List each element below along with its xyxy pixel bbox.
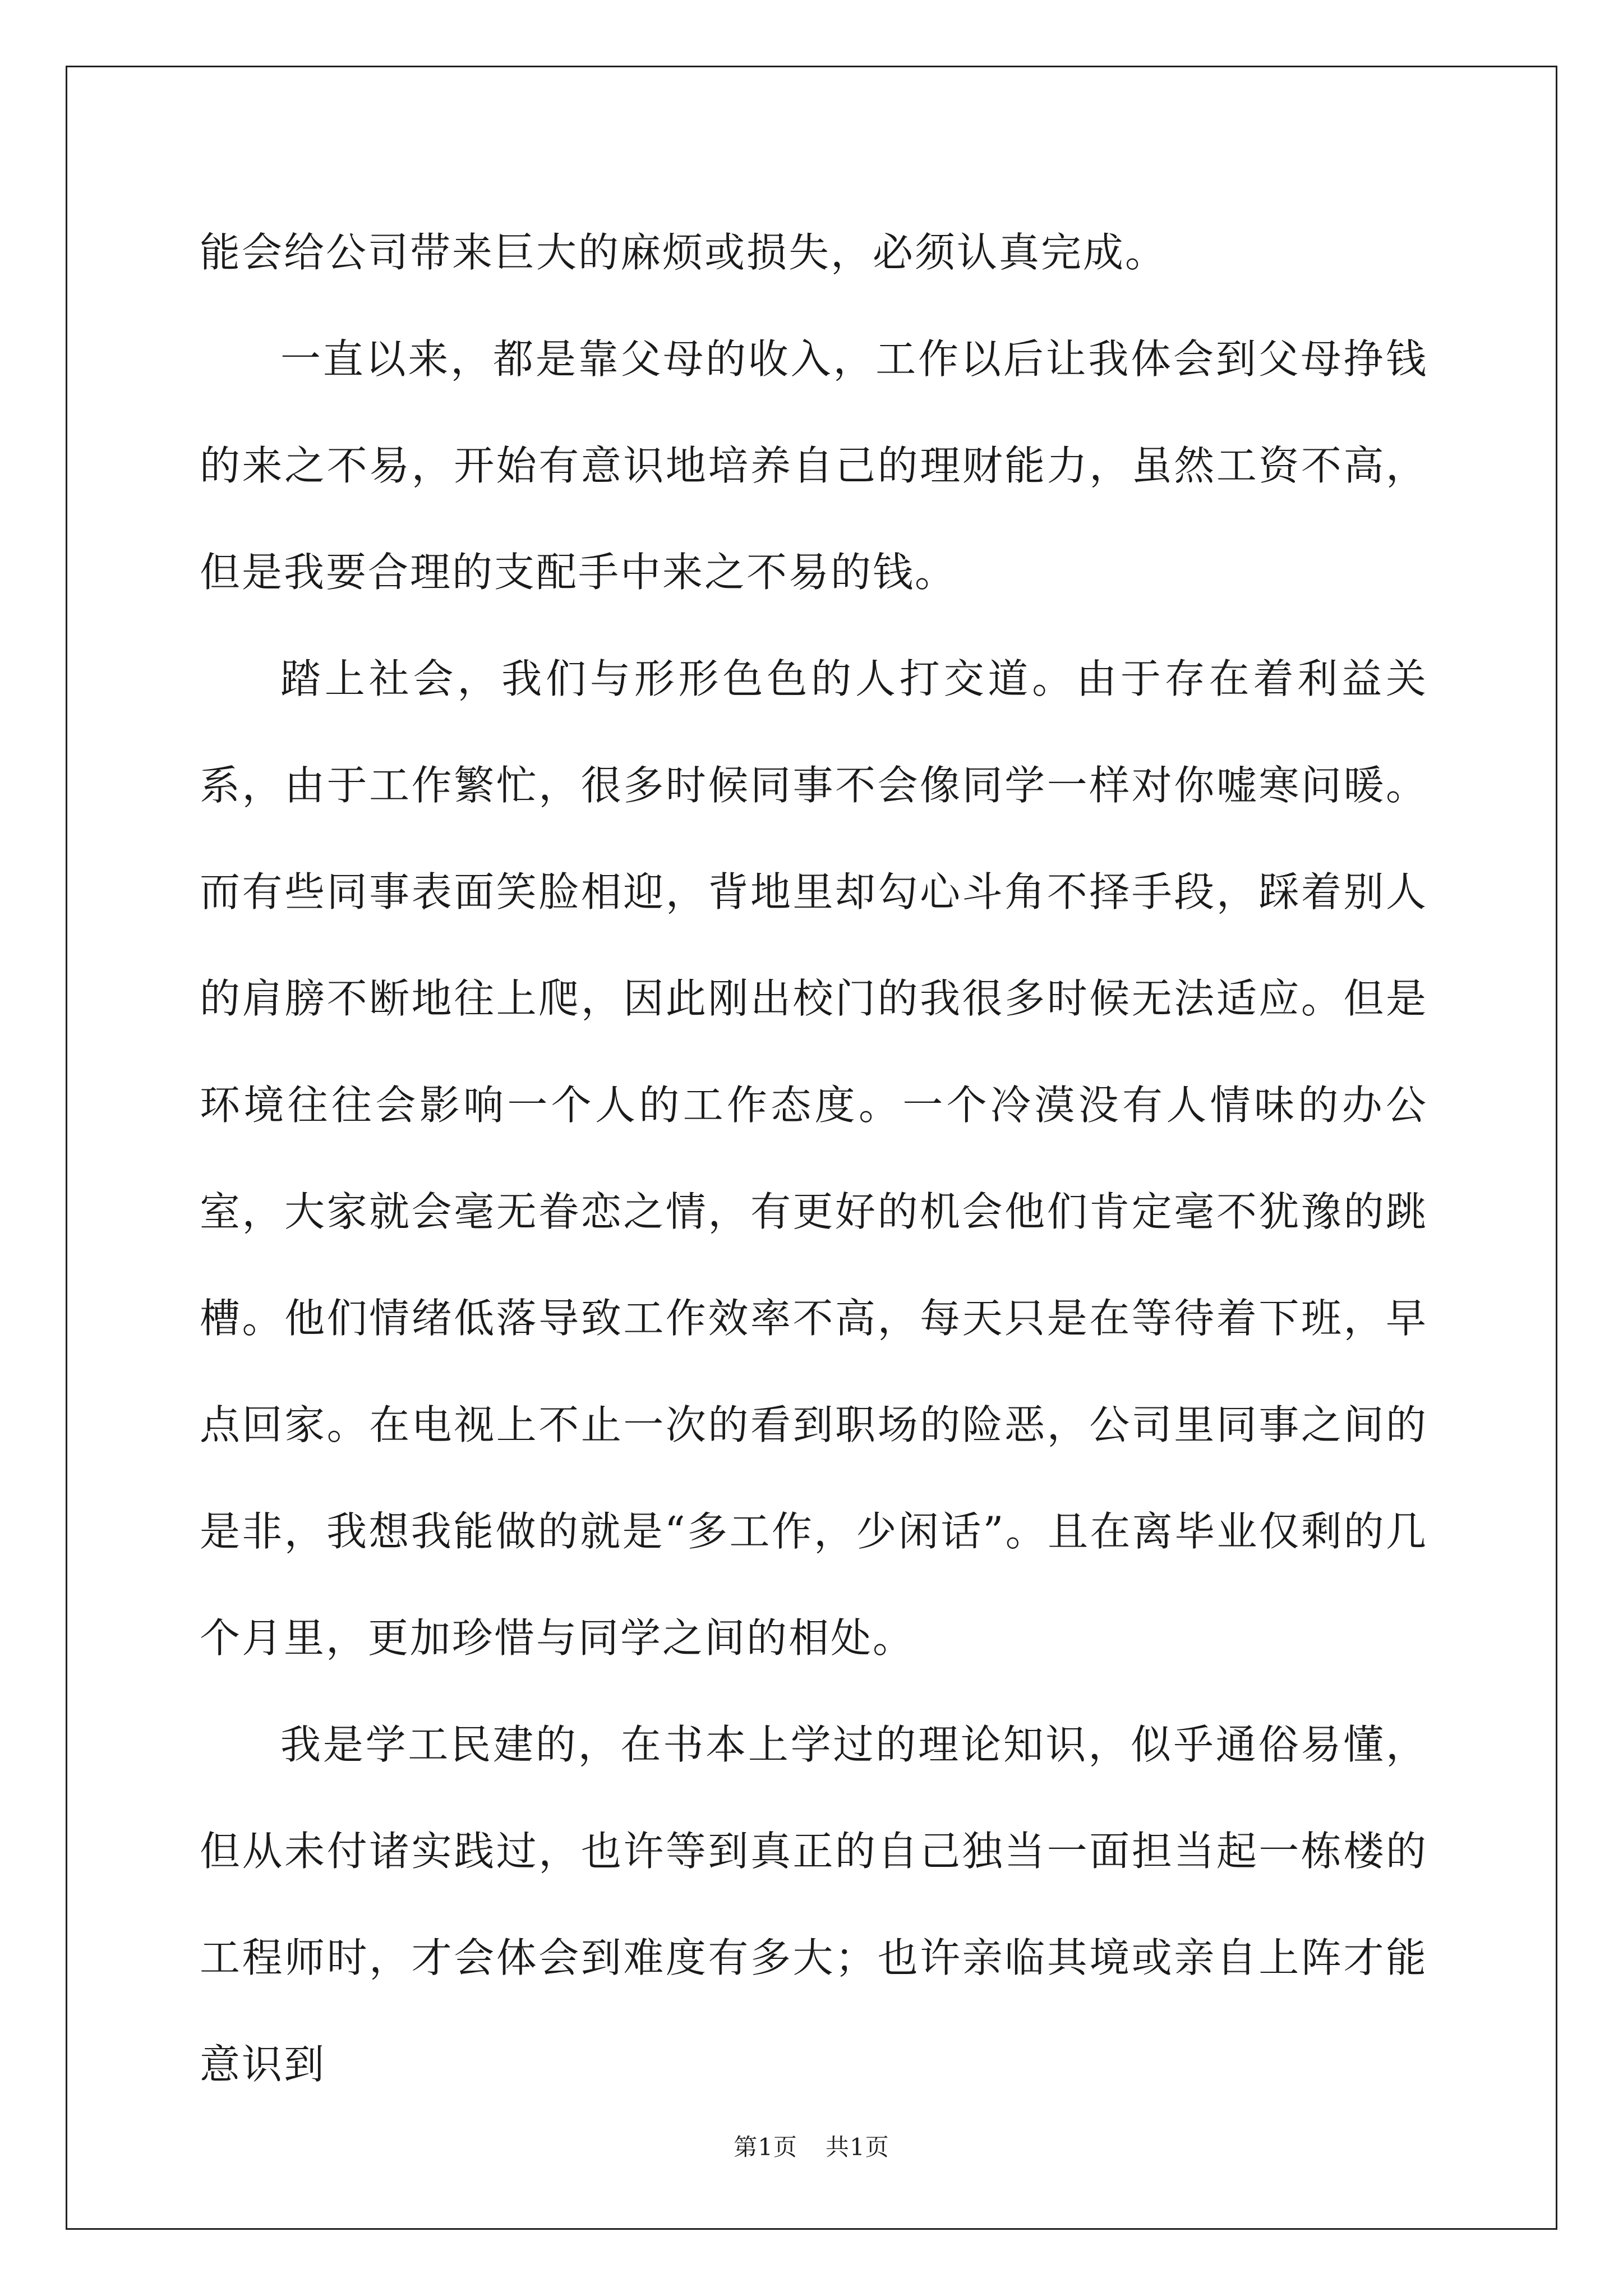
paragraph-2: 一直以来，都是靠父母的收入，工作以后让我体会到父母挣钱的来之不易，开始有意识地培养自己的理财能力，虽然工资不高，但是我要合理的支配手中来之不易的钱。 — [200, 335, 1428, 596]
paragraph-4: 我是学工民建的，在书本上学过的理论知识，似乎通俗易懂，但从未付诸实践过，也许等到真正的自己独当一面担当起一栋楼的工程师时，才会体会到难度有多大；也许亲临其境或亲自上阵才能意识到 — [200, 1721, 1428, 2088]
document-body — [200, 199, 1428, 2118]
paragraph-1: 能会给公司带来巨大的麻烦或损失，必须认真完成。 — [200, 229, 1168, 276]
paragraph-3: 踏上社会，我们与形形色色的人打交道。由于存在着利益关系，由于工作繁忙，很多时候同事不会像同学一样对你嘘寒问暖。而有些同事表面笑脸相迎，背地里却勾心斗角不择手段，踩着别人的肩膀不断地往上爬，因此刚出校门的我很多时候无法适应。但是环境往往会影响一个人的工作态度。一个冷漠没有人情味的办公室，大家就会毫无眷恋之情，有更好的机会他们肯定毫不犹豫的跳槽。他们情绪低落导致工作效率不高，每天只是在等待着下班，早点回家。在电视上不止一次的看到职场的险恶，公司里同事之间的是非，我想我能做的就是“多工作，少闲话”。且在离毕业仅剩的几个月里，更加珍惜与同学之间的相处。 — [200, 655, 1428, 1662]
page-number-label: 第1页 — [734, 2133, 797, 2161]
page-footer — [0, 2129, 1623, 2162]
page-total-label: 共1页 — [826, 2133, 889, 2161]
